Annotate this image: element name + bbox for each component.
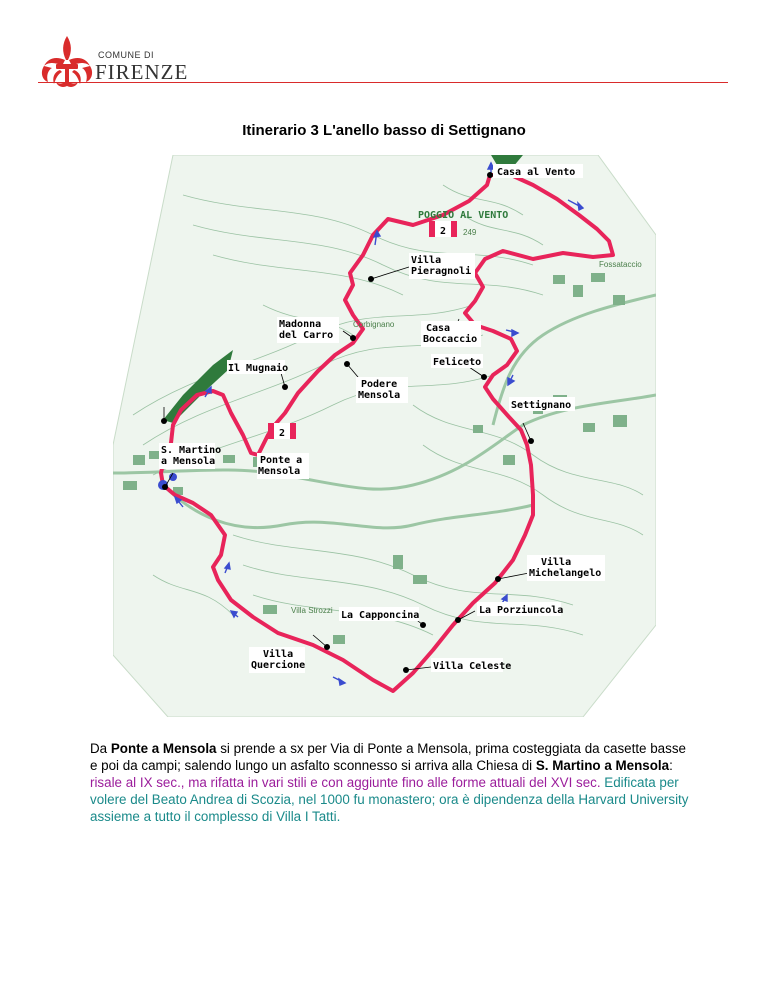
label-fossataccio: Fossataccio xyxy=(599,260,642,269)
label-casa-al-vento: Casa al Vento xyxy=(497,167,576,178)
label-villa-michelangelo-1: Villa xyxy=(541,557,572,568)
label-settignano: Settignano xyxy=(511,400,572,411)
route-number-marker-north xyxy=(429,221,457,237)
label-ponte-a-mensola-1: Ponte a xyxy=(260,455,303,466)
label-madonna-2: del Carro xyxy=(279,330,334,341)
label-casa-boccaccio-2: Boccaccio xyxy=(423,334,478,345)
label-casa-boccaccio-1: Casa xyxy=(426,323,451,334)
route-map xyxy=(113,155,656,717)
svg-text:2: 2 xyxy=(439,226,447,237)
route-number-marker-south xyxy=(268,423,296,439)
label-s-martino-1: S. Martino xyxy=(161,445,222,456)
place-ponte-a-mensola: Ponte a Mensola xyxy=(110,741,217,756)
label-villa-michelangelo-2: Michelangelo xyxy=(529,568,602,579)
label-villa-strozzi: Villa Strozzi xyxy=(291,606,333,615)
text-colon: : xyxy=(669,758,673,773)
label-villa-quercione-2: Quercione xyxy=(251,660,306,671)
label-madonna-1: Madonna xyxy=(279,319,322,330)
header-divider xyxy=(38,82,728,83)
text-intro: Da xyxy=(90,741,111,756)
logo-text-big: FIRENZE xyxy=(95,60,189,84)
header xyxy=(38,34,738,94)
label-villa-pieragnoli-1: Villa xyxy=(411,255,442,266)
label-ponte-a-mensola-2: Mensola xyxy=(258,466,301,477)
text-harvard: Edificata per volere del Beato Andrea di Scozia, nel 1000 fu monastero; ora è dipendenza della Harvard University assieme a tutto il complesso di Villa I Tatti. xyxy=(90,775,689,824)
page-title: Itinerario 3 L'anello basso di Settignano xyxy=(242,122,526,139)
label-elevation: 249 xyxy=(463,228,477,237)
label-la-porziuncola: La Porziuncola xyxy=(479,605,564,616)
label-corbignano: Corbignano xyxy=(353,320,395,329)
text-history: risale al IX sec., ma rifatta in vari stili e con aggiunte fino alle forme attuali del XVI sec. xyxy=(90,775,601,790)
logo-text-small: COMUNE DI xyxy=(98,50,154,60)
label-podere-mensola-1: Podere xyxy=(361,379,398,390)
label-il-mugnaio: Il Mugnaio xyxy=(228,363,289,374)
label-la-capponcina: La Capponcina xyxy=(341,610,420,621)
text-route: si prende a sx per Via di Ponte a Mensola, prima costeggiata da casette basse e poi da campi; salendo lungo un asfalto sconnesso si arriva alla Chiesa di xyxy=(90,741,686,773)
label-podere-mensola-2: Mensola xyxy=(358,390,401,401)
label-villa-celeste: Villa Celeste xyxy=(433,661,512,672)
svg-text:2: 2 xyxy=(278,428,286,439)
label-villa-quercione-1: Villa xyxy=(263,649,294,660)
label-feliceto: Feliceto xyxy=(433,357,482,368)
description-paragraph xyxy=(90,740,690,825)
place-s-martino: S. Martino a Mensola xyxy=(535,758,670,773)
label-villa-pieragnoli-2: Pieragnoli xyxy=(411,266,472,277)
label-s-martino-2: a Mensola xyxy=(161,456,216,467)
label-poggio-al-vento: POGGIO AL VENTO xyxy=(418,210,509,221)
